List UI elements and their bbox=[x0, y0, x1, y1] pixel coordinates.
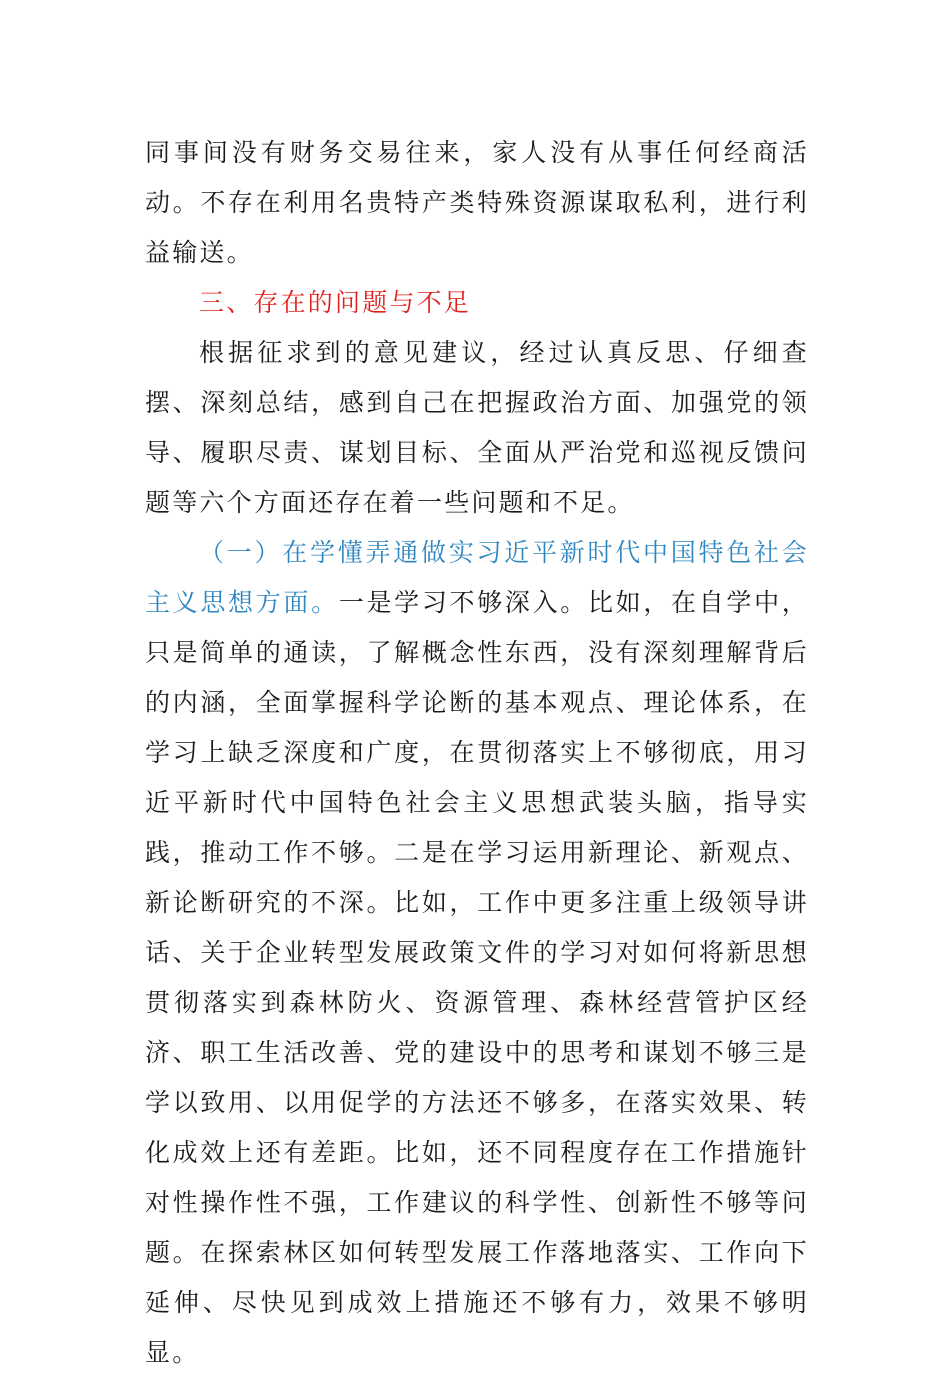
subsection-body: 一是学习不够深入。比如，在自学中，只是简单的通读，了解概念性东西，没有深刻理解背后的内涵，全面掌握科学论断的基本观点、理论体系，在学习上缺乏深度和广度，在贯彻落实上不够彻底，用习近平新时代中国特色社会主义思想武装头脑，指导实践，推动工作不够。二是在学习运用新理论、新观点、新论断研究的不深。比如，工作中更多注重上级领导讲话、关于企业转型发展政策文件的学习对如何将新思想贯彻落实到森林防火、资源管理、森林经营管护区经济、职工生活改善、党的建设中的思考和谋划不够三是学以致用、以用促学的方法还不够多，在落实效果、转化成效上还有差距。比如，还不同程度存在工作措施针对性操作性不强，工作建议的科学性、创新性不够等问题。在探索林区如何转型发展工作落地落实、工作向下延伸、尽快见到成效上措施还不够有力，效果不够明显。 bbox=[145, 588, 809, 1367]
paragraph-problems-intro: 根据征求到的意见建议，经过认真反思、仔细查摆、深刻总结，感到自己在把握政治方面、加强党的领导、履职尽责、谋划目标、全面从严治党和巡视反馈问题等六个方面还存在着一些问题和不足。 bbox=[145, 338, 809, 517]
paragraph-subsection-one bbox=[145, 528, 809, 1378]
subsection-title: （一）在学懂弄通做实习近平新时代中国特色社会主义思想方面。 bbox=[145, 538, 809, 617]
section-heading: 三、存在的问题与不足 bbox=[199, 288, 472, 317]
paragraph-continued: 同事间没有财务交易往来，家人没有从事任何经商活动。不存在利用名贵特产类特殊资源谋取私利，进行利益输送。 bbox=[145, 138, 809, 267]
document-body bbox=[145, 128, 809, 1378]
